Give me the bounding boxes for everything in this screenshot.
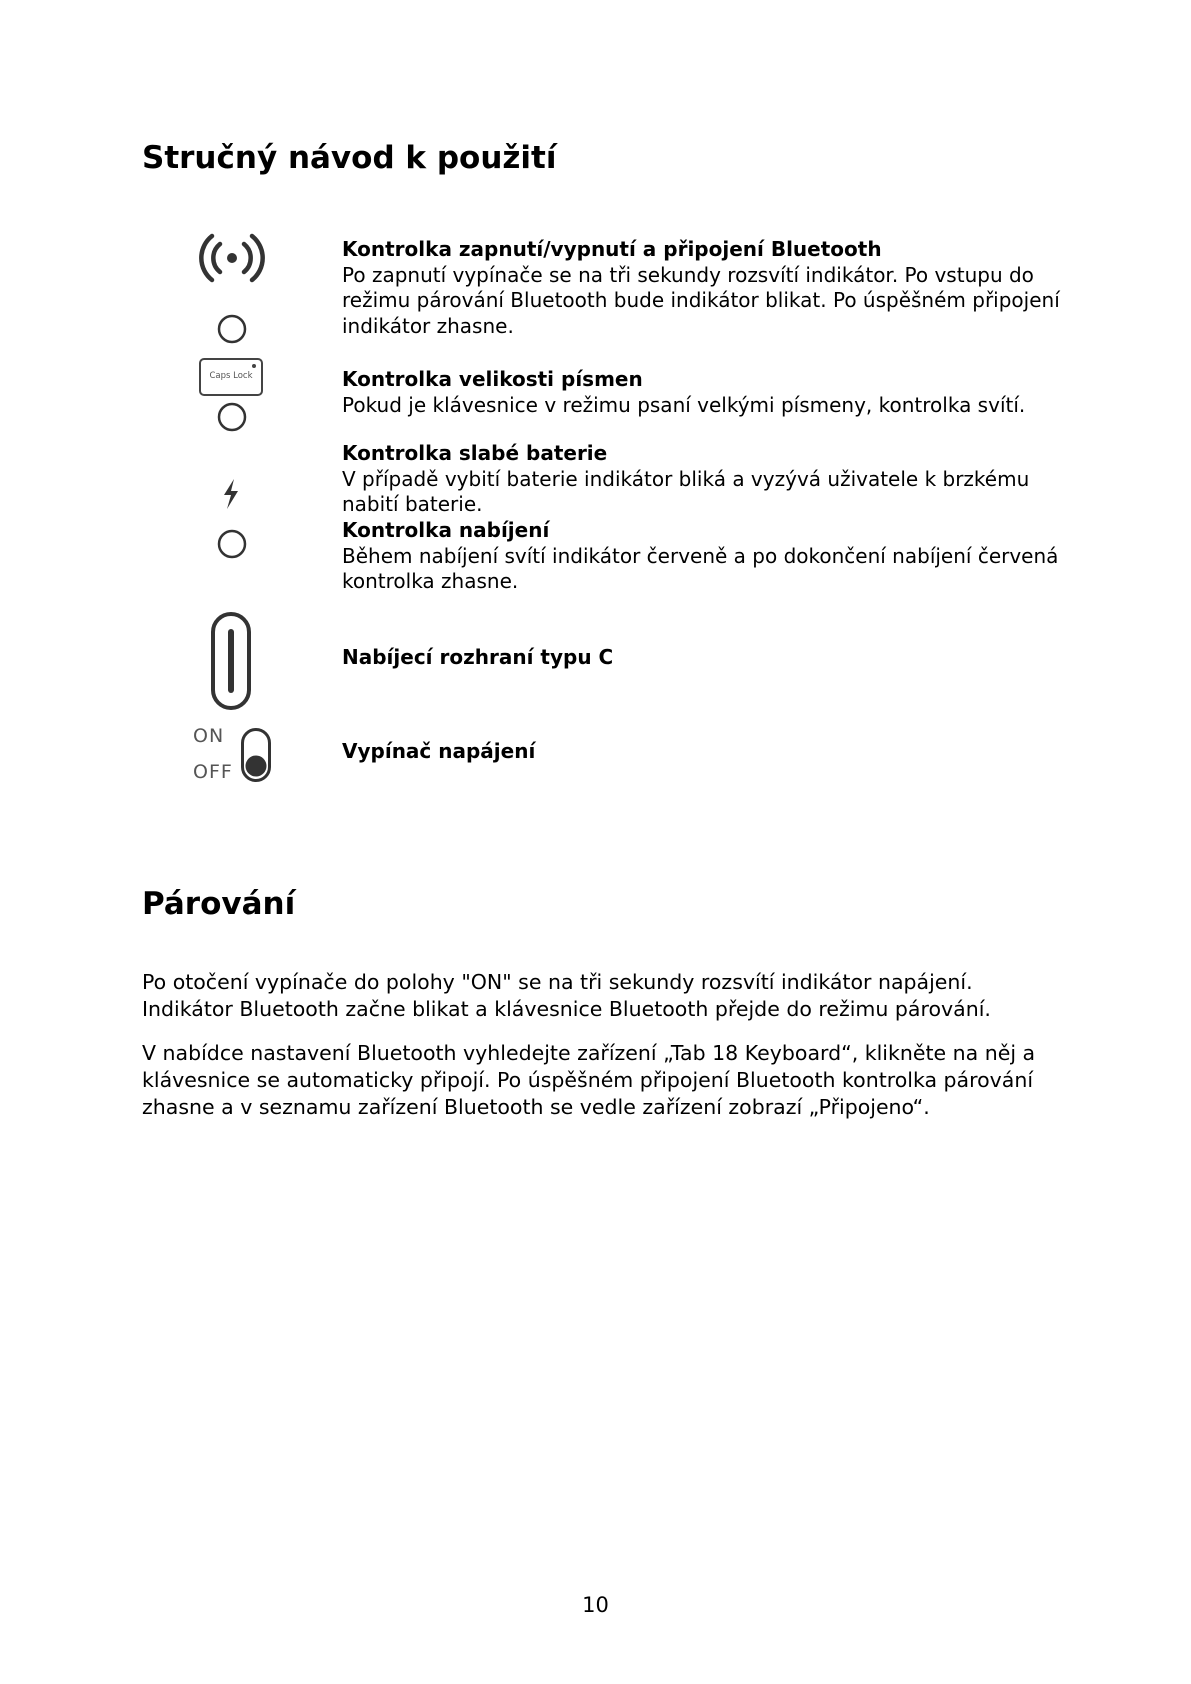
feature-heading: Kontrolka nabíjení xyxy=(342,518,550,542)
switch-on-label: ON xyxy=(193,725,225,747)
feature-power-switch xyxy=(342,739,1062,765)
indicator-light-icon xyxy=(216,528,248,560)
feature-heading: Kontrolka velikosti písmen xyxy=(342,367,643,391)
feature-bluetooth-indicator xyxy=(342,237,1062,339)
bluetooth-signal-icon xyxy=(196,230,268,286)
feature-text: Po zapnutí vypínače se na tři sekundy rozsvítí indikátor. Po vstupu do režimu párování Bluetooth bude indikátor blikat. Po úspěšném připojení indikátor zhasne. xyxy=(342,262,1060,338)
lightning-bolt-icon xyxy=(220,478,242,510)
feature-heading: Kontrolka zapnutí/vypnutí a připojení Bluetooth xyxy=(342,237,882,261)
caps-lock-dot xyxy=(252,364,256,368)
feature-heading: Nabíjecí rozhraní typu C xyxy=(342,645,614,669)
caps-lock-key-icon xyxy=(199,358,263,396)
power-switch-icon xyxy=(240,727,272,783)
pairing-paragraph: Po otočení vypínače do polohy "ON" se na tři sekundy rozsvítí indikátor napájení. Indikátor Bluetooth začne blikat a klávesnice Bluetooth přejde do režimu párování. xyxy=(142,970,991,1021)
page-number: 10 xyxy=(582,1593,609,1617)
feature-charging-indicator xyxy=(342,518,1062,595)
feature-text: Pokud je klávesnice v režimu psaní velkými písmeny, kontrolka svítí. xyxy=(342,392,1026,417)
feature-caps-lock-indicator xyxy=(342,367,1062,418)
section-title-pairing: Párování xyxy=(142,886,296,922)
feature-low-battery-indicator xyxy=(342,441,1062,518)
indicator-light-icon xyxy=(216,313,248,345)
feature-text: V případě vybití baterie indikátor bliká a vyzývá uživatele k brzkému nabití baterie. xyxy=(342,466,1030,516)
feature-heading: Vypínač napájení xyxy=(342,739,536,763)
caps-lock-label: Caps Lock xyxy=(209,371,253,381)
feature-heading: Kontrolka slabé baterie xyxy=(342,441,608,465)
feature-usb-c-port xyxy=(342,645,1062,671)
indicator-light-icon xyxy=(216,401,248,433)
feature-text: Během nabíjení svítí indikátor červeně a po dokončení nabíjení červená kontrolka zhasne. xyxy=(342,543,1059,593)
page-title: Stručný návod k použití xyxy=(142,140,557,176)
usb-c-port-icon xyxy=(210,611,252,711)
switch-off-label: OFF xyxy=(193,761,233,783)
pairing-paragraph: V nabídce nastavení Bluetooth vyhledejte zařízení „Tab 18 Keyboard“, klikněte na něj a klávesnice se automaticky připojí. Po úspěšném připojení Bluetooth kontrolka párování zhasne a v seznamu zařízení Bluetooth se vedle zařízení zobrazí „Připojeno“. xyxy=(142,1041,1036,1119)
